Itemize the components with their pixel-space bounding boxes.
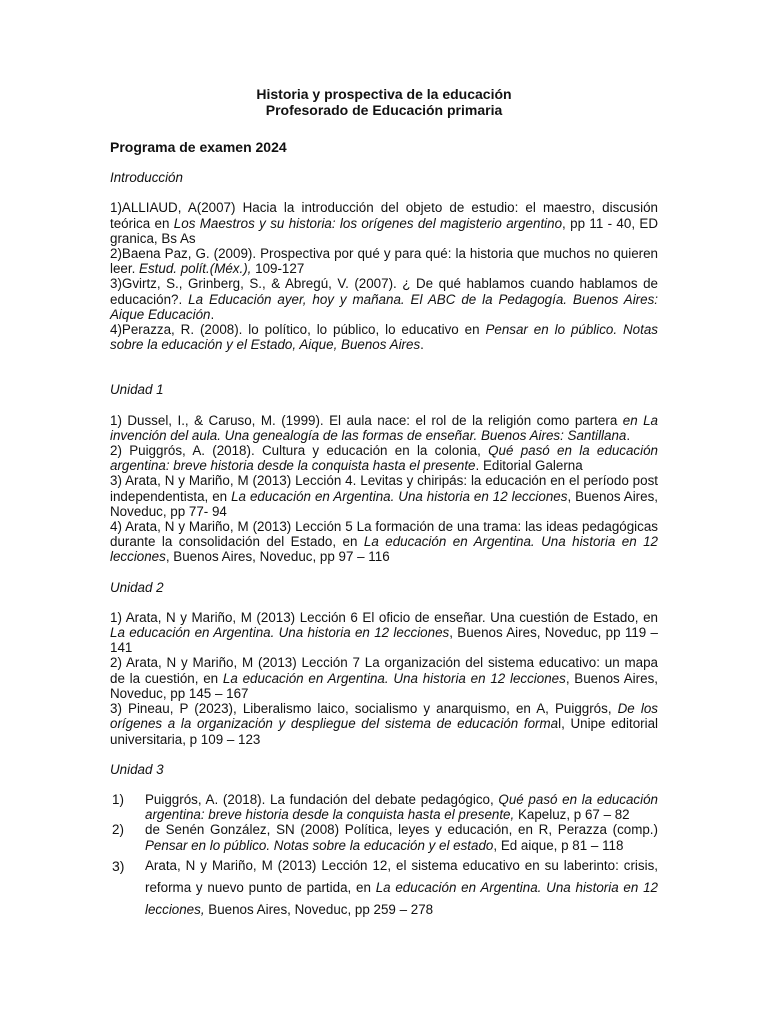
section-title-unit-3: Unidad 3 [110, 761, 164, 777]
reference-item: 1) Arata, N y Mariño, M (2013) Lección 6 El oficio de enseñar. Una cuestión de Estado, en La educación en Argentina. Una historia en 12 lecciones, Buenos Aires, Noveduc, pp 119 – 141 [110, 609, 658, 656]
list-number: 1) [112, 791, 124, 807]
reference-item: 3) Arata, N y Mariño, M (2013) Lección 4. Levitas y chiripás: la educación en el período post independentista, en La educación en Argentina. Una historia en 12 lecciones, Buenos Aires, Noveduc, pp 77- 94 [110, 473, 658, 519]
intro-reference-list [110, 200, 658, 352]
reference-item: 3) Pineau, P (2023), Liberalismo laico, socialismo y anarquismo, en A, Puiggrós, De los orígenes a la organización y despliegue del sistema de educación formal, Unipe editorial universitaria, p 109 – 123 [110, 701, 658, 747]
section-title-unit-2: Unidad 2 [110, 579, 164, 595]
unit-2-reference-list [110, 610, 658, 747]
unit-1-reference-list [110, 413, 658, 565]
reference-item: 1) Dussel, I., & Caruso, M. (1999). El aula nace: el rol de la religión como partera en La invención del aula. Una genealogía de las formas de enseñar. Buenos Aires: Santillana. [110, 412, 659, 443]
reference-item: 2) Puiggrós, A. (2018). Cultura y educación en la colonia, Qué pasó en la educación argentina: breve historia desde la conquista hasta el presente. Editorial Galerna [110, 443, 658, 474]
reference-item: 4) Arata, N y Mariño, M (2013) Lección 5 La formación de una trama: las ideas pedagógicas durante la consolidación del Estado, en La educación en Argentina. Una historia en 12 lecciones, Buenos Aires, Noveduc, pp 97 – 116 [110, 519, 658, 565]
document-subtitle: Profesorado de Educación primaria [265, 102, 503, 118]
list-number: 3) [112, 857, 125, 874]
document-title: Historia y prospectiva de la educación [256, 86, 512, 102]
reference-item: 2)Baena Paz, G. (2009). Prospectiva por qué y para qué: la historia que muchos no quieren leer. Estud. polít.(Méx.), 109-127 [110, 246, 658, 277]
document-page [110, 86, 658, 921]
list-number: 2) [112, 822, 124, 838]
section-title-intro: Introducción [110, 170, 183, 186]
reference-item: 2) Arata, N y Mariño, M (2013) Lección 7 La organización del sistema educativo: un mapa de la cuestión, en La educación en Argentina. Una historia en 12 lecciones, Buenos Aires, Noveduc, pp 145 – 167 [110, 655, 658, 701]
section-title-unit-1: Unidad 1 [110, 382, 164, 398]
exam-program-heading: Programa de examen 2024 [110, 139, 287, 155]
list-item: 3) Arata, N y Mariño, M (2013) Lección 12, el sistema educativo en su laberinto: crisis, reforma y nuevo punto de partida, en La educación en Argentina. Una historia en 12 lecciones, Buenos Aires, Noveduc, pp 259 – 278 [110, 855, 658, 921]
list-item: 2) de Senén González, SN (2008) Política, leyes y educación, en R, Perazza (comp.) Pensar en lo público. Notas sobre la educación y el estado, Ed aique, p 81 – 118 [112, 822, 658, 853]
list-item: 1) Puiggrós, A. (2018). La fundación del debate pedagógico, Qué pasó en la educación argentina: breve historia desde la conquista hasta el presente, Kapeluz, p 67 – 82 [112, 791, 658, 823]
reference-item: 4)Perazza, R. (2008). lo político, lo público, lo educativo en Pensar en lo público. Notas sobre la educación y el Estado, Aique, Buenos Aires. [110, 322, 658, 353]
reference-item: 3)Gvirtz, S., Grinberg, S., & Abregú, V. (2007). ¿ De qué hablamos cuando hablamos de educación?. La Educación ayer, hoy y mañana. El ABC de la Pedagogía. Buenos Aires: Aique Educación. [110, 276, 658, 322]
reference-item: 1)ALLIAUD, A(2007) Hacia la introducción del objeto de estudio: el maestro, discusión teórica en Los Maestros y su historia: los orígenes del magisterio argentino, pp 11 - 40, ED granica, Bs As [110, 200, 658, 246]
unit-3-reference-list [110, 792, 658, 921]
